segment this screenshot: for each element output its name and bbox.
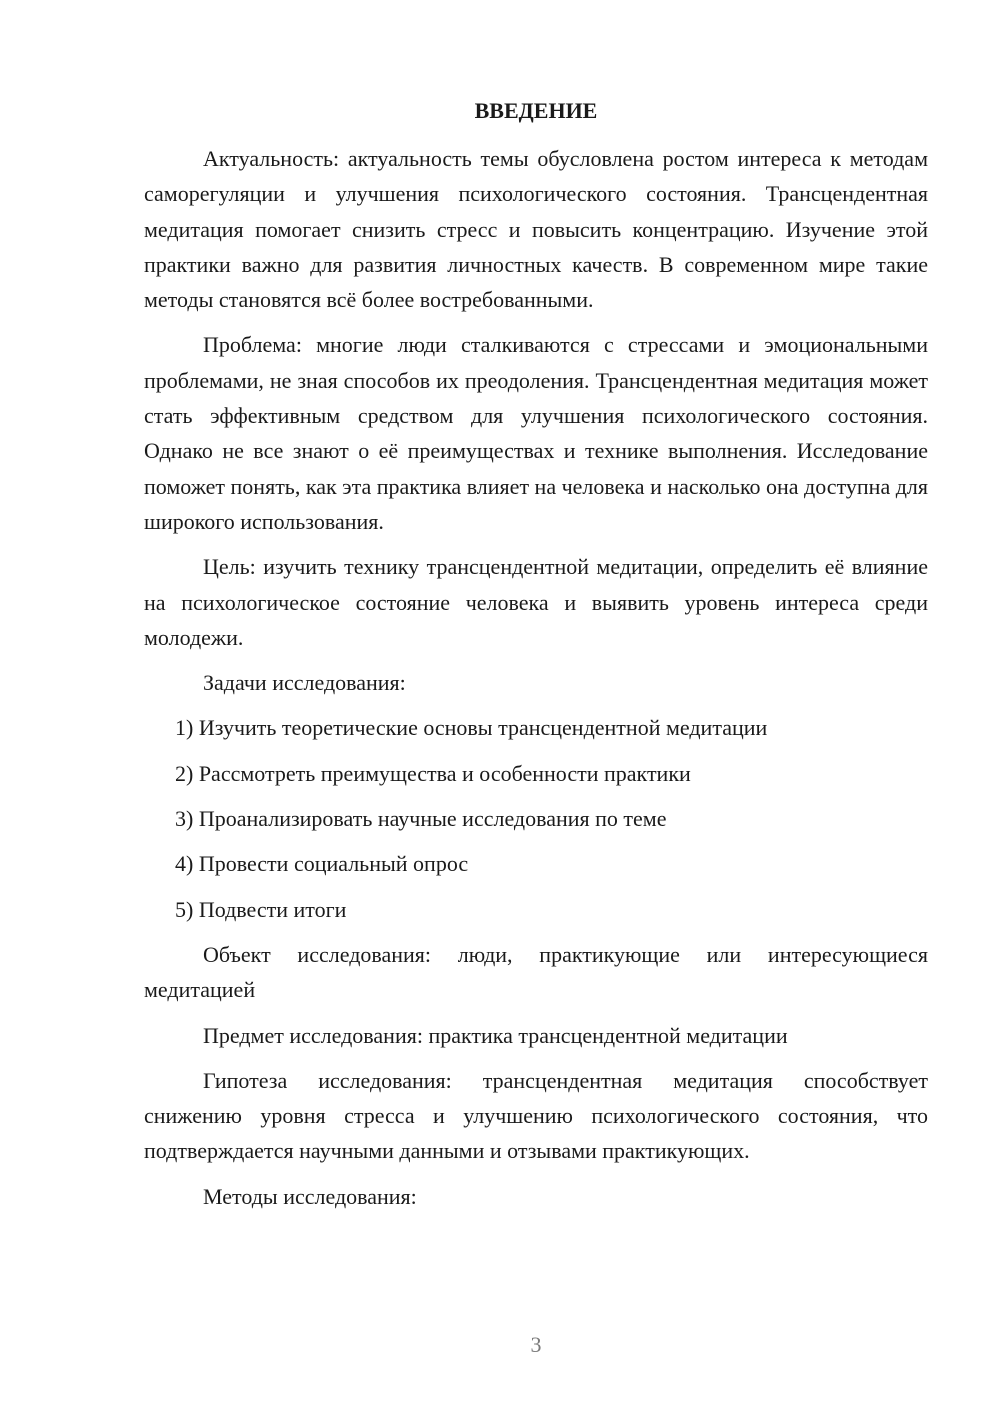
list-item: 1) Изучить теоретические основы трансцендентной медитации (175, 715, 768, 741)
list-item: 2) Рассмотреть преимущества и особенности практики (175, 760, 691, 786)
goal-paragraph: Цель: изучить технику трансцендентной медитации, определить её влияние на психологическое состояние человека и выявить уровень интереса среди молодежи. (144, 554, 928, 650)
section-title: ВВЕДЕНИЕ (474, 98, 598, 123)
list-item: 4) Провести социальный опрос (175, 851, 469, 877)
methods-heading: Методы исследования: (203, 1183, 417, 1209)
relevance-paragraph: Актуальность: актуальность темы обусловлена ростом интереса к методам саморегуляции и улучшения психологического состояния. Трансцендентная медитация помогает снизить стресс и повысить концентрацию. Изучение этой практики важно для развития личностных качеств. В современном мире такие методы становятся всё более востребованными. (144, 146, 928, 313)
tasks-heading: Задачи исследования: (203, 670, 406, 696)
hypothesis-paragraph: Гипотеза исследования: трансцендентная медитация способствует снижению уровня стресса и улучшению психологического состояния, что подтверждается научными данными и отзывами практикующих. (144, 1067, 928, 1164)
tasks-list (144, 710, 928, 926)
problem-paragraph: Проблема: многие люди сталкиваются с стрессами и эмоциональными проблемами, не зная способов их преодоления. Трансцендентная медитация может стать эффективным средством для улучшения психологического состояния. Однако не все знают о её преимуществах и технике выполнения. Исследование поможет понять, как эта практика влияет на человека и насколько она доступна для широкого использования. (144, 332, 928, 534)
page-content (144, 96, 928, 1224)
list-item: 5) Подвести итоги (175, 896, 347, 922)
list-item: 3) Проанализировать научные исследования по теме (175, 806, 667, 832)
subject-paragraph: Предмет исследования: практика трансцендентной медитации (203, 1022, 788, 1048)
object-paragraph: Объект исследования: люди, практикующие или интересующиеся медитацией (144, 941, 928, 1003)
page-number: 3 (530, 1332, 542, 1357)
